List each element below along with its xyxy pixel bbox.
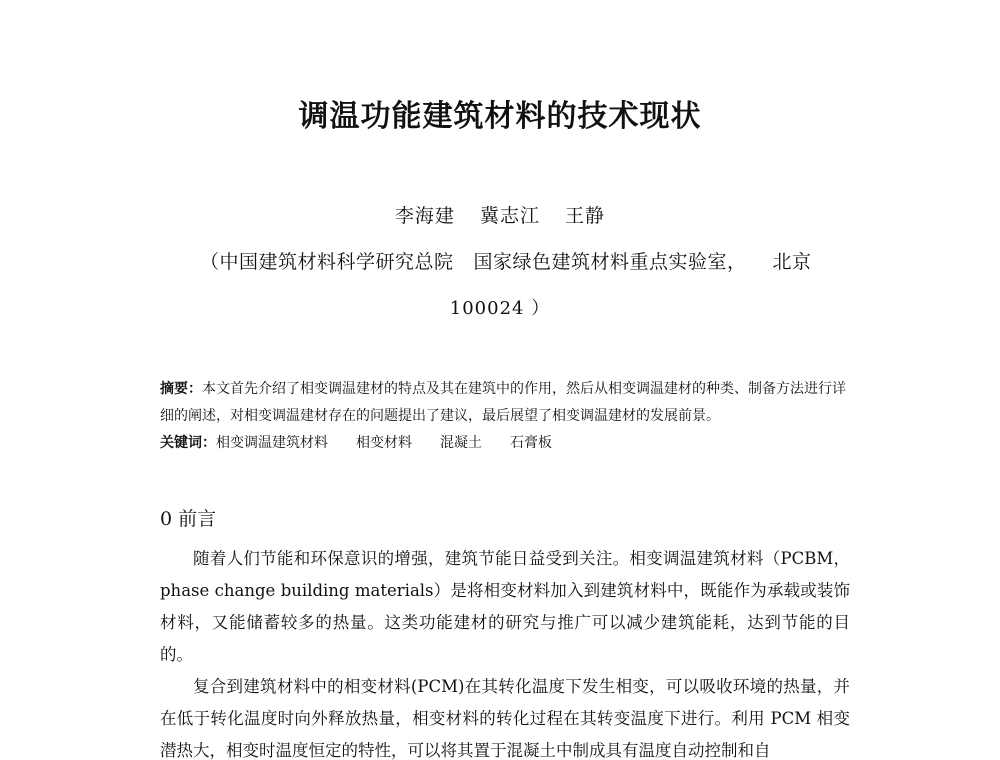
- affiliation-org-2: 国家绿色建筑材料重点实验室，: [473, 251, 747, 273]
- keywords-label: 关键词：: [160, 435, 216, 451]
- keywords-line: [160, 430, 850, 457]
- affiliation: [200, 248, 812, 276]
- keyword: 石膏板: [510, 435, 552, 451]
- section-heading: 0 前言: [160, 508, 217, 530]
- author-name: 王静: [565, 205, 606, 227]
- keyword: 相变调温建筑材料: [216, 435, 328, 451]
- keyword: 混凝土: [440, 435, 482, 451]
- body-paragraph: 随着人们节能和环保意识的增强，建筑节能日益受到关注。相变调温建筑材料（PCBM，phase change building materials）是将相变材料加入到建筑材料中，既能作为承载或装饰材料，又能储蓄较多的热量。这类功能建材的研究与推广可以减少建筑能耗，达到节能的目的。: [160, 549, 850, 664]
- affiliation-postcode: 100024 ）: [449, 298, 551, 319]
- abstract-label: 摘要：: [160, 381, 202, 397]
- affiliation-city: 北京: [772, 251, 812, 273]
- affiliation-org-1: 中国建筑材料科学研究总院: [219, 251, 454, 273]
- abstract-block: [160, 376, 850, 457]
- author-name: 冀志江: [479, 205, 540, 227]
- affiliation-open-paren: （: [200, 251, 220, 273]
- abstract-paragraph: [160, 376, 850, 430]
- paper-title: 调温功能建筑材料的技术现状: [298, 99, 702, 134]
- author-list: [0, 202, 1000, 230]
- body-paragraph: 复合到建筑材料中的相变材料(PCM)在其转化温度下发生相变，可以吸收环境的热量，并在低于转化温度时向外释放热量，相变材料的转化过程在其转变温度下进行。利用 PCM 相变潜热大，相变时温度恒定的特性，可以将其置于混凝土中制成具有温度自动控制和自: [160, 677, 850, 760]
- keyword: 相变材料: [356, 435, 412, 451]
- abstract-text: 本文首先介绍了相变调温建材的特点及其在建筑中的作用，然后从相变调温建材的种类、制备方法进行详细的阐述，对相变调温建材存在的问题提出了建议，最后展望了相变调温建材的发展前景。: [160, 381, 846, 424]
- body-text: [160, 543, 850, 760]
- author-name: 李海建: [394, 205, 455, 227]
